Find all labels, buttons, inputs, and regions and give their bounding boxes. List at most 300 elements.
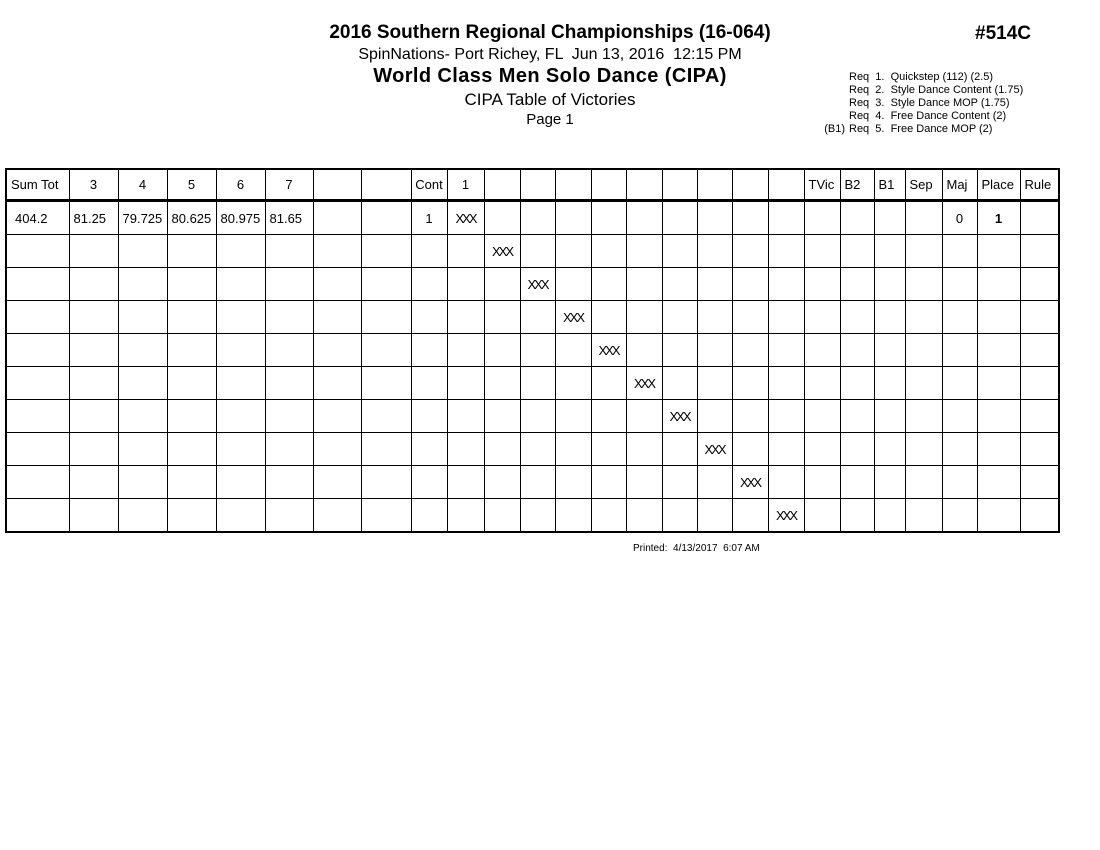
cell-empty	[216, 466, 265, 499]
column-header-blank	[591, 169, 626, 201]
cell-empty	[874, 367, 905, 400]
cell-empty	[732, 235, 768, 268]
cell-empty	[905, 301, 942, 334]
requirement-line	[816, 84, 1023, 97]
requirement-text: Req 3. Style Dance MOP (1.75)	[849, 97, 1010, 109]
cell-empty	[977, 268, 1020, 301]
cell-empty	[1020, 466, 1059, 499]
column-header-7: 7	[265, 169, 313, 201]
cell-empty	[265, 301, 313, 334]
cell-empty	[484, 400, 520, 433]
cell-empty	[732, 367, 768, 400]
event-name: World Class Men Solo Dance (CIPA)	[373, 65, 727, 87]
cell-empty	[591, 499, 626, 533]
column-header-blank	[732, 169, 768, 201]
table-row	[6, 301, 1059, 334]
requirement-prefix: (B1)	[824, 123, 845, 135]
cell-empty	[167, 433, 216, 466]
cell-empty	[591, 235, 626, 268]
cell-empty	[520, 201, 555, 235]
cell-empty	[167, 499, 216, 533]
cell-empty	[167, 334, 216, 367]
cell-empty	[484, 268, 520, 301]
cell-value: 81.65	[265, 201, 313, 235]
cell-empty	[697, 499, 732, 533]
cell-empty	[977, 334, 1020, 367]
cell-empty	[905, 433, 942, 466]
cell-empty	[216, 367, 265, 400]
cell-empty	[118, 367, 167, 400]
cell-empty	[6, 235, 69, 268]
cell-empty	[361, 367, 411, 400]
victory-mark: XXX	[626, 367, 662, 400]
victory-mark: XXX	[520, 268, 555, 301]
cell-empty	[662, 367, 697, 400]
cell-empty	[411, 367, 447, 400]
cell-empty	[361, 433, 411, 466]
cell-empty	[118, 400, 167, 433]
cell-empty	[484, 201, 520, 235]
report-name: CIPA Table of Victories	[464, 90, 636, 109]
cell-empty	[662, 499, 697, 533]
cell-empty	[69, 334, 118, 367]
cell-empty	[69, 235, 118, 268]
cell-empty	[313, 466, 361, 499]
cell-empty	[167, 301, 216, 334]
column-header-blank	[313, 169, 361, 201]
cell-empty	[265, 433, 313, 466]
cell-empty	[840, 400, 874, 433]
cell-empty	[361, 268, 411, 301]
cell-empty	[216, 499, 265, 533]
cell-empty	[313, 268, 361, 301]
cell-empty	[6, 466, 69, 499]
cell-empty	[840, 235, 874, 268]
cell-empty	[874, 235, 905, 268]
cell-empty	[520, 334, 555, 367]
requirement-text: Req 4. Free Dance Content (2)	[849, 110, 1007, 122]
cell-empty	[265, 499, 313, 533]
cell-empty	[69, 367, 118, 400]
cell-empty	[1020, 301, 1059, 334]
requirements-list	[816, 71, 1023, 136]
column-header-blank	[555, 169, 591, 201]
cell-empty	[1020, 433, 1059, 466]
cell-empty	[905, 466, 942, 499]
cell-empty	[447, 400, 484, 433]
column-header-4: 4	[118, 169, 167, 201]
cell-empty	[905, 367, 942, 400]
column-header-blank	[626, 169, 662, 201]
victory-mark: XXX	[697, 433, 732, 466]
cell-empty	[361, 466, 411, 499]
column-header-blank	[520, 169, 555, 201]
cell-empty	[874, 466, 905, 499]
requirement-prefix	[816, 97, 845, 110]
cell-empty	[411, 499, 447, 533]
cell-empty	[591, 400, 626, 433]
cell-empty	[591, 466, 626, 499]
cell-empty	[977, 433, 1020, 466]
column-header-1: 1	[447, 169, 484, 201]
cell-empty	[447, 367, 484, 400]
cell-empty	[411, 433, 447, 466]
table-row	[6, 400, 1059, 433]
cell-empty	[905, 334, 942, 367]
victory-mark: XXX	[484, 235, 520, 268]
cell-empty	[591, 301, 626, 334]
column-header-tvic: TVic	[804, 169, 840, 201]
cell-empty	[313, 301, 361, 334]
cell-empty	[313, 235, 361, 268]
cell-empty	[626, 268, 662, 301]
cell-empty	[697, 201, 732, 235]
cell-empty	[6, 301, 69, 334]
cell-empty	[697, 400, 732, 433]
cell-empty	[626, 301, 662, 334]
cell-empty	[555, 433, 591, 466]
cell-empty	[6, 367, 69, 400]
cell-empty	[555, 235, 591, 268]
victory-mark: XXX	[555, 301, 591, 334]
cell-empty	[697, 334, 732, 367]
cell-empty	[361, 235, 411, 268]
victory-mark: XXX	[591, 334, 626, 367]
cell-empty	[840, 367, 874, 400]
cell-empty	[874, 268, 905, 301]
cell-empty	[768, 400, 804, 433]
printed-timestamp: Printed: 4/13/2017 6:07 AM	[633, 543, 760, 554]
cell-empty	[591, 433, 626, 466]
table-row	[6, 235, 1059, 268]
cell-empty	[265, 466, 313, 499]
cell-empty	[732, 433, 768, 466]
cell-empty	[167, 466, 216, 499]
cell-empty	[840, 201, 874, 235]
cell-empty	[697, 235, 732, 268]
requirement-text: Req 1. Quickstep (112) (2.5)	[849, 71, 994, 83]
cell-empty	[555, 400, 591, 433]
cell-empty	[520, 235, 555, 268]
cell-empty	[555, 268, 591, 301]
column-header-3: 3	[69, 169, 118, 201]
cell-empty	[768, 301, 804, 334]
cell-value: 80.625	[167, 201, 216, 235]
column-header-blank	[697, 169, 732, 201]
victory-mark: XXX	[732, 466, 768, 499]
cell-empty	[69, 268, 118, 301]
cell-value: 80.975	[216, 201, 265, 235]
cell-empty	[361, 334, 411, 367]
cell-empty	[804, 301, 840, 334]
cell-empty	[732, 301, 768, 334]
cell-empty	[768, 235, 804, 268]
cell-value: 1	[977, 201, 1020, 235]
cell-empty	[447, 334, 484, 367]
column-header-b1: B1	[874, 169, 905, 201]
cell-empty	[69, 400, 118, 433]
victory-mark: XXX	[447, 201, 484, 235]
column-header-blank	[484, 169, 520, 201]
cell-empty	[626, 400, 662, 433]
column-header-place: Place	[977, 169, 1020, 201]
cell-empty	[768, 201, 804, 235]
cell-empty	[216, 334, 265, 367]
cell-empty	[447, 268, 484, 301]
cell-empty	[555, 466, 591, 499]
cell-empty	[69, 301, 118, 334]
cell-empty	[804, 334, 840, 367]
victory-mark: XXX	[768, 499, 804, 533]
cell-empty	[265, 334, 313, 367]
column-header-rule: Rule	[1020, 169, 1059, 201]
cell-empty	[216, 400, 265, 433]
cell-empty	[520, 499, 555, 533]
cell-empty	[591, 367, 626, 400]
cell-empty	[697, 268, 732, 301]
cell-empty	[977, 400, 1020, 433]
table-row	[6, 268, 1059, 301]
cell-empty	[484, 499, 520, 533]
cell-empty	[804, 400, 840, 433]
cell-empty	[216, 235, 265, 268]
cell-empty	[626, 235, 662, 268]
cell-empty	[313, 334, 361, 367]
column-header-5: 5	[167, 169, 216, 201]
cell-empty	[905, 268, 942, 301]
requirement-text: Req 2. Style Dance Content (1.75)	[849, 84, 1024, 96]
cell-empty	[905, 400, 942, 433]
cell-empty	[626, 499, 662, 533]
cell-empty	[1020, 201, 1059, 235]
cell-empty	[118, 433, 167, 466]
cell-empty	[768, 367, 804, 400]
cell-empty	[520, 301, 555, 334]
cell-empty	[942, 334, 977, 367]
table-row	[6, 433, 1059, 466]
cell-empty	[662, 466, 697, 499]
cell-empty	[69, 499, 118, 533]
table-row	[6, 334, 1059, 367]
cell-empty	[411, 400, 447, 433]
column-header-sum-tot: Sum Tot	[6, 169, 69, 201]
cell-empty	[555, 334, 591, 367]
requirement-prefix	[816, 110, 845, 123]
cell-empty	[447, 235, 484, 268]
cell-empty	[697, 301, 732, 334]
cell-empty	[840, 466, 874, 499]
cell-empty	[361, 499, 411, 533]
column-header-blank	[662, 169, 697, 201]
cell-empty	[6, 499, 69, 533]
cell-empty	[768, 466, 804, 499]
cell-empty	[447, 433, 484, 466]
cell-empty	[768, 433, 804, 466]
cell-empty	[626, 433, 662, 466]
cell-empty	[361, 400, 411, 433]
cell-empty	[520, 466, 555, 499]
header-row	[6, 169, 1059, 201]
cell-empty	[977, 499, 1020, 533]
cell-empty	[840, 433, 874, 466]
cell-empty	[6, 268, 69, 301]
cell-empty	[840, 268, 874, 301]
cell-empty	[732, 201, 768, 235]
column-header-b2: B2	[840, 169, 874, 201]
cell-empty	[555, 367, 591, 400]
cell-empty	[447, 499, 484, 533]
cell-empty	[804, 235, 840, 268]
table-row	[6, 367, 1059, 400]
table-row	[6, 499, 1059, 533]
cell-empty	[6, 433, 69, 466]
cell-empty	[942, 235, 977, 268]
cell-empty	[942, 301, 977, 334]
cell-empty	[804, 367, 840, 400]
cell-empty	[484, 466, 520, 499]
cell-empty	[313, 400, 361, 433]
cell-empty	[265, 400, 313, 433]
cell-empty	[167, 367, 216, 400]
cell-empty	[1020, 334, 1059, 367]
column-header-blank	[361, 169, 411, 201]
cell-empty	[874, 400, 905, 433]
cell-empty	[626, 334, 662, 367]
cell-empty	[118, 235, 167, 268]
cell-empty	[804, 466, 840, 499]
cell-empty	[732, 268, 768, 301]
cell-empty	[804, 433, 840, 466]
page-number: Page 1	[526, 111, 574, 128]
cell-empty	[804, 499, 840, 533]
cell-empty	[942, 367, 977, 400]
cell-empty	[555, 499, 591, 533]
event-title: 2016 Southern Regional Championships (16-064)	[329, 22, 771, 43]
table-of-victories	[5, 168, 1060, 533]
cell-empty	[484, 433, 520, 466]
cell-empty	[697, 466, 732, 499]
cell-empty	[874, 433, 905, 466]
column-header-maj: Maj	[942, 169, 977, 201]
cell-empty	[118, 499, 167, 533]
cell-empty	[484, 367, 520, 400]
column-header-cont: Cont	[411, 169, 447, 201]
cell-empty	[768, 268, 804, 301]
cell-empty	[591, 201, 626, 235]
table-row	[6, 466, 1059, 499]
cell-empty	[1020, 400, 1059, 433]
cell-value: 0	[942, 201, 977, 235]
column-header-sep: Sep	[905, 169, 942, 201]
cell-value: 79.725	[118, 201, 167, 235]
victory-mark: XXX	[662, 400, 697, 433]
cell-empty	[447, 466, 484, 499]
column-header-blank	[768, 169, 804, 201]
cell-empty	[977, 301, 1020, 334]
cell-empty	[69, 433, 118, 466]
cell-empty	[942, 499, 977, 533]
cell-empty	[313, 367, 361, 400]
cell-empty	[313, 201, 361, 235]
cell-empty	[520, 367, 555, 400]
requirement-line	[816, 97, 1023, 110]
cell-empty	[411, 466, 447, 499]
cell-empty	[520, 400, 555, 433]
cell-empty	[905, 201, 942, 235]
cell-empty	[591, 268, 626, 301]
column-header-6: 6	[216, 169, 265, 201]
cell-empty	[977, 367, 1020, 400]
cell-empty	[804, 201, 840, 235]
cell-empty	[662, 301, 697, 334]
cell-value: 404.2	[6, 201, 69, 235]
cell-empty	[447, 301, 484, 334]
cell-empty	[69, 466, 118, 499]
cell-empty	[216, 268, 265, 301]
cell-empty	[942, 433, 977, 466]
requirement-prefix	[816, 84, 845, 97]
cell-empty	[555, 201, 591, 235]
entry-number: #514C	[975, 23, 1031, 44]
cell-empty	[6, 334, 69, 367]
cell-empty	[411, 235, 447, 268]
cell-value: 81.25	[69, 201, 118, 235]
cell-empty	[732, 400, 768, 433]
cell-empty	[167, 235, 216, 268]
cell-empty	[977, 235, 1020, 268]
requirement-line	[816, 71, 1023, 84]
cell-empty	[840, 499, 874, 533]
cell-empty	[118, 334, 167, 367]
cell-empty	[874, 499, 905, 533]
cell-empty	[662, 433, 697, 466]
cell-empty	[1020, 268, 1059, 301]
cell-empty	[313, 499, 361, 533]
cell-empty	[1020, 367, 1059, 400]
table-row	[6, 201, 1059, 235]
cell-empty	[804, 268, 840, 301]
venue-date-line: SpinNations- Port Richey, FL Jun 13, 2016 12:15 PM	[358, 46, 742, 63]
cell-empty	[520, 433, 555, 466]
cell-empty	[265, 367, 313, 400]
cell-empty	[411, 301, 447, 334]
cell-empty	[411, 268, 447, 301]
cell-empty	[662, 268, 697, 301]
requirement-line	[816, 110, 1023, 123]
cell-empty	[361, 201, 411, 235]
cell-empty	[361, 301, 411, 334]
cell-empty	[905, 235, 942, 268]
cell-empty	[874, 301, 905, 334]
cell-empty	[216, 301, 265, 334]
cell-empty	[411, 334, 447, 367]
cell-empty	[942, 400, 977, 433]
cell-empty	[118, 268, 167, 301]
cell-empty	[313, 433, 361, 466]
cell-empty	[167, 268, 216, 301]
cell-empty	[662, 235, 697, 268]
requirement-line	[816, 123, 1023, 136]
cell-empty	[732, 334, 768, 367]
cell-empty	[942, 268, 977, 301]
cell-empty	[484, 334, 520, 367]
cell-empty	[265, 268, 313, 301]
cell-empty	[626, 466, 662, 499]
cell-empty	[484, 301, 520, 334]
cell-empty	[1020, 235, 1059, 268]
cell-empty	[6, 400, 69, 433]
requirement-text: Req 5. Free Dance MOP (2)	[849, 123, 993, 135]
